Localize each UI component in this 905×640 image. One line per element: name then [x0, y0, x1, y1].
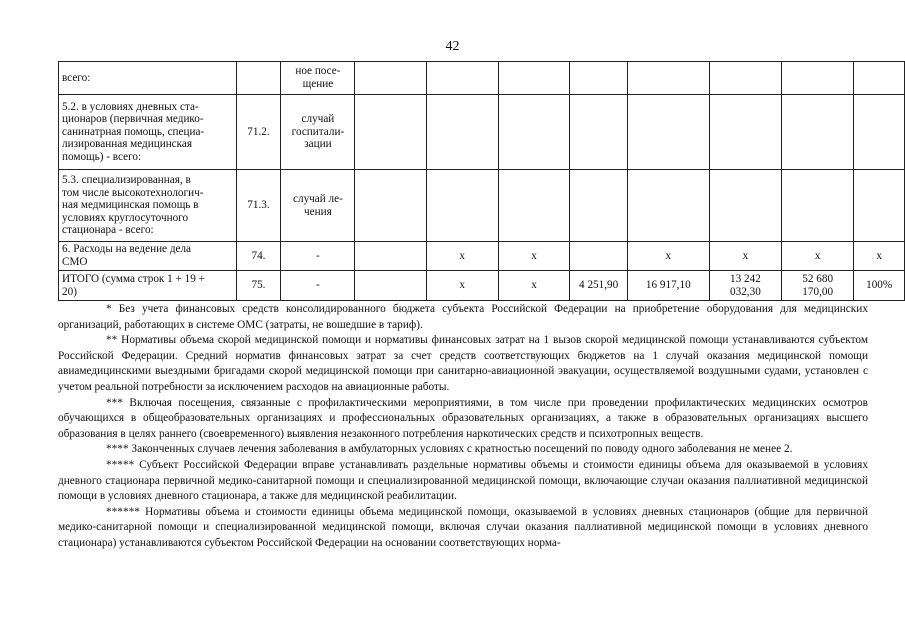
value-cell [854, 170, 905, 242]
value-cell: 100% [854, 271, 905, 301]
unit-of-measure: случай ле- чения [281, 170, 355, 242]
value-cell: x [854, 242, 905, 271]
footnote: * Без учета финансовых средств консолидированного бюджета субъекта Российской Федерации на приобретение оборудования для медицинских организаций, работающих в системе ОМС (затраты, не вошедшие в тариф). [58, 303, 868, 331]
row-label: 6. Расходы на ведение дела СМО [59, 242, 237, 271]
value-cell [782, 170, 854, 242]
value-cell [570, 170, 627, 242]
value-cell [355, 271, 426, 301]
value-cell: 16 917,10 [627, 271, 709, 301]
value-cell [426, 95, 498, 170]
value-cell [709, 170, 781, 242]
value-cell [498, 62, 570, 95]
value-cell [570, 95, 627, 170]
value-cell: x [426, 242, 498, 271]
row-label: ИТОГО (сумма строк 1 + 19 + 20) [59, 271, 237, 301]
footnote: ** Нормативы объема скорой медицинской помощи и нормативы финансовых затрат на 1 вызов скорой медицинской помощи устанавливаются субъектом Российской Федерации. Средний норматив финансовых затрат за счет средств соответствующих бюджетов на 1 случай оказания медицинской помощи авиамедицинскими выездными бригадами скорой медицинской помощи при санитарно-авиационной эвакуации, осуществляемой воздушными судами, установлен с учетом реальной потребности за исключением расходов на авиационные работы. [58, 334, 868, 393]
value-cell [355, 170, 426, 242]
table-row [59, 271, 905, 301]
value-cell [355, 242, 426, 271]
value-cell [426, 170, 498, 242]
table-row [59, 170, 905, 242]
footnote: ***** Субъект Российской Федерации вправе устанавливать раздельные нормативы объемы и стоимости единицы объема для оказываемой в условиях дневного стационара первичной медико-санитарной помощи и специализированной медицинской помощи, включающие случаи оказания паллиативной медицинской помощи в условиях дневного стационара, а также для медицинской реабилитации. [58, 458, 868, 503]
unit-of-measure: ное посе- щение [281, 62, 355, 95]
unit-of-measure: - [281, 271, 355, 301]
value-cell: x [426, 271, 498, 301]
row-label: 5.3. специализированная, в том числе высокотехнологич- ная медмицинская помощь в условиях круглосуточного стационара - всего: [59, 170, 237, 242]
row-code [236, 62, 281, 95]
value-cell [709, 62, 781, 95]
page-number: 42 [445, 39, 460, 54]
value-cell [627, 170, 709, 242]
row-label: 5.2. в условиях дневных ста- ционаров (первичная медико- санинатрная помощь, специа- лизированная медицинская помощь) - всего: [59, 95, 237, 170]
value-cell: 4 251,90 [570, 271, 627, 301]
standards-table [58, 61, 905, 301]
footnotes [58, 302, 868, 552]
value-cell: x [627, 242, 709, 271]
value-cell [782, 95, 854, 170]
table-row [59, 95, 905, 170]
row-code: 71.3. [236, 170, 281, 242]
row-code: 75. [236, 271, 281, 301]
value-cell [854, 95, 905, 170]
value-cell [355, 62, 426, 95]
row-code: 74. [236, 242, 281, 271]
unit-of-measure: случай госпитали- зации [281, 95, 355, 170]
value-cell: x [709, 242, 781, 271]
value-cell [498, 170, 570, 242]
value-cell [627, 95, 709, 170]
value-cell [355, 95, 426, 170]
value-cell [782, 62, 854, 95]
value-cell [426, 62, 498, 95]
value-cell [854, 62, 905, 95]
value-cell: x [498, 242, 570, 271]
value-cell [709, 95, 781, 170]
row-label: всего: [59, 62, 237, 95]
table-row [59, 242, 905, 271]
value-cell [570, 242, 627, 271]
value-cell: 52 680 170,00 [782, 271, 854, 301]
value-cell: x [782, 242, 854, 271]
unit-of-measure: - [281, 242, 355, 271]
row-code: 71.2. [236, 95, 281, 170]
footnote: ****** Нормативы объема и стоимости единицы объема медицинской помощи, оказываемой в условиях дневных стационаров (общие для первичной медико-санитарной помощи и специализированной медицинской помощи, включая случаи оказания паллиативной медицинской помощи в условиях дневного стационара) устанавливаются субъектом Российской Федерации на основании соответствующих норма- [58, 505, 868, 549]
value-cell [498, 95, 570, 170]
table-row [59, 62, 905, 95]
value-cell: x [498, 271, 570, 301]
value-cell [570, 62, 627, 95]
footnote: *** Включая посещения, связанные с профилактическими мероприятиями, в том числе при проведении профилактических медицинских осмотров обучающихся в общеобразовательных организациях и профессиональных образовательных организациях, а также в образовательных организациях высшего образования в целях раннего (своевременного) выявления незаконного потребления наркотических средств и психотропных веществ. [58, 396, 868, 440]
value-cell: 13 242 032,30 [709, 271, 781, 301]
footnote: **** Законченных случаев лечения заболевания в амбулаторных условиях с кратностью посещений по поводу одного заболевания не менее 2. [106, 443, 793, 456]
value-cell [627, 62, 709, 95]
